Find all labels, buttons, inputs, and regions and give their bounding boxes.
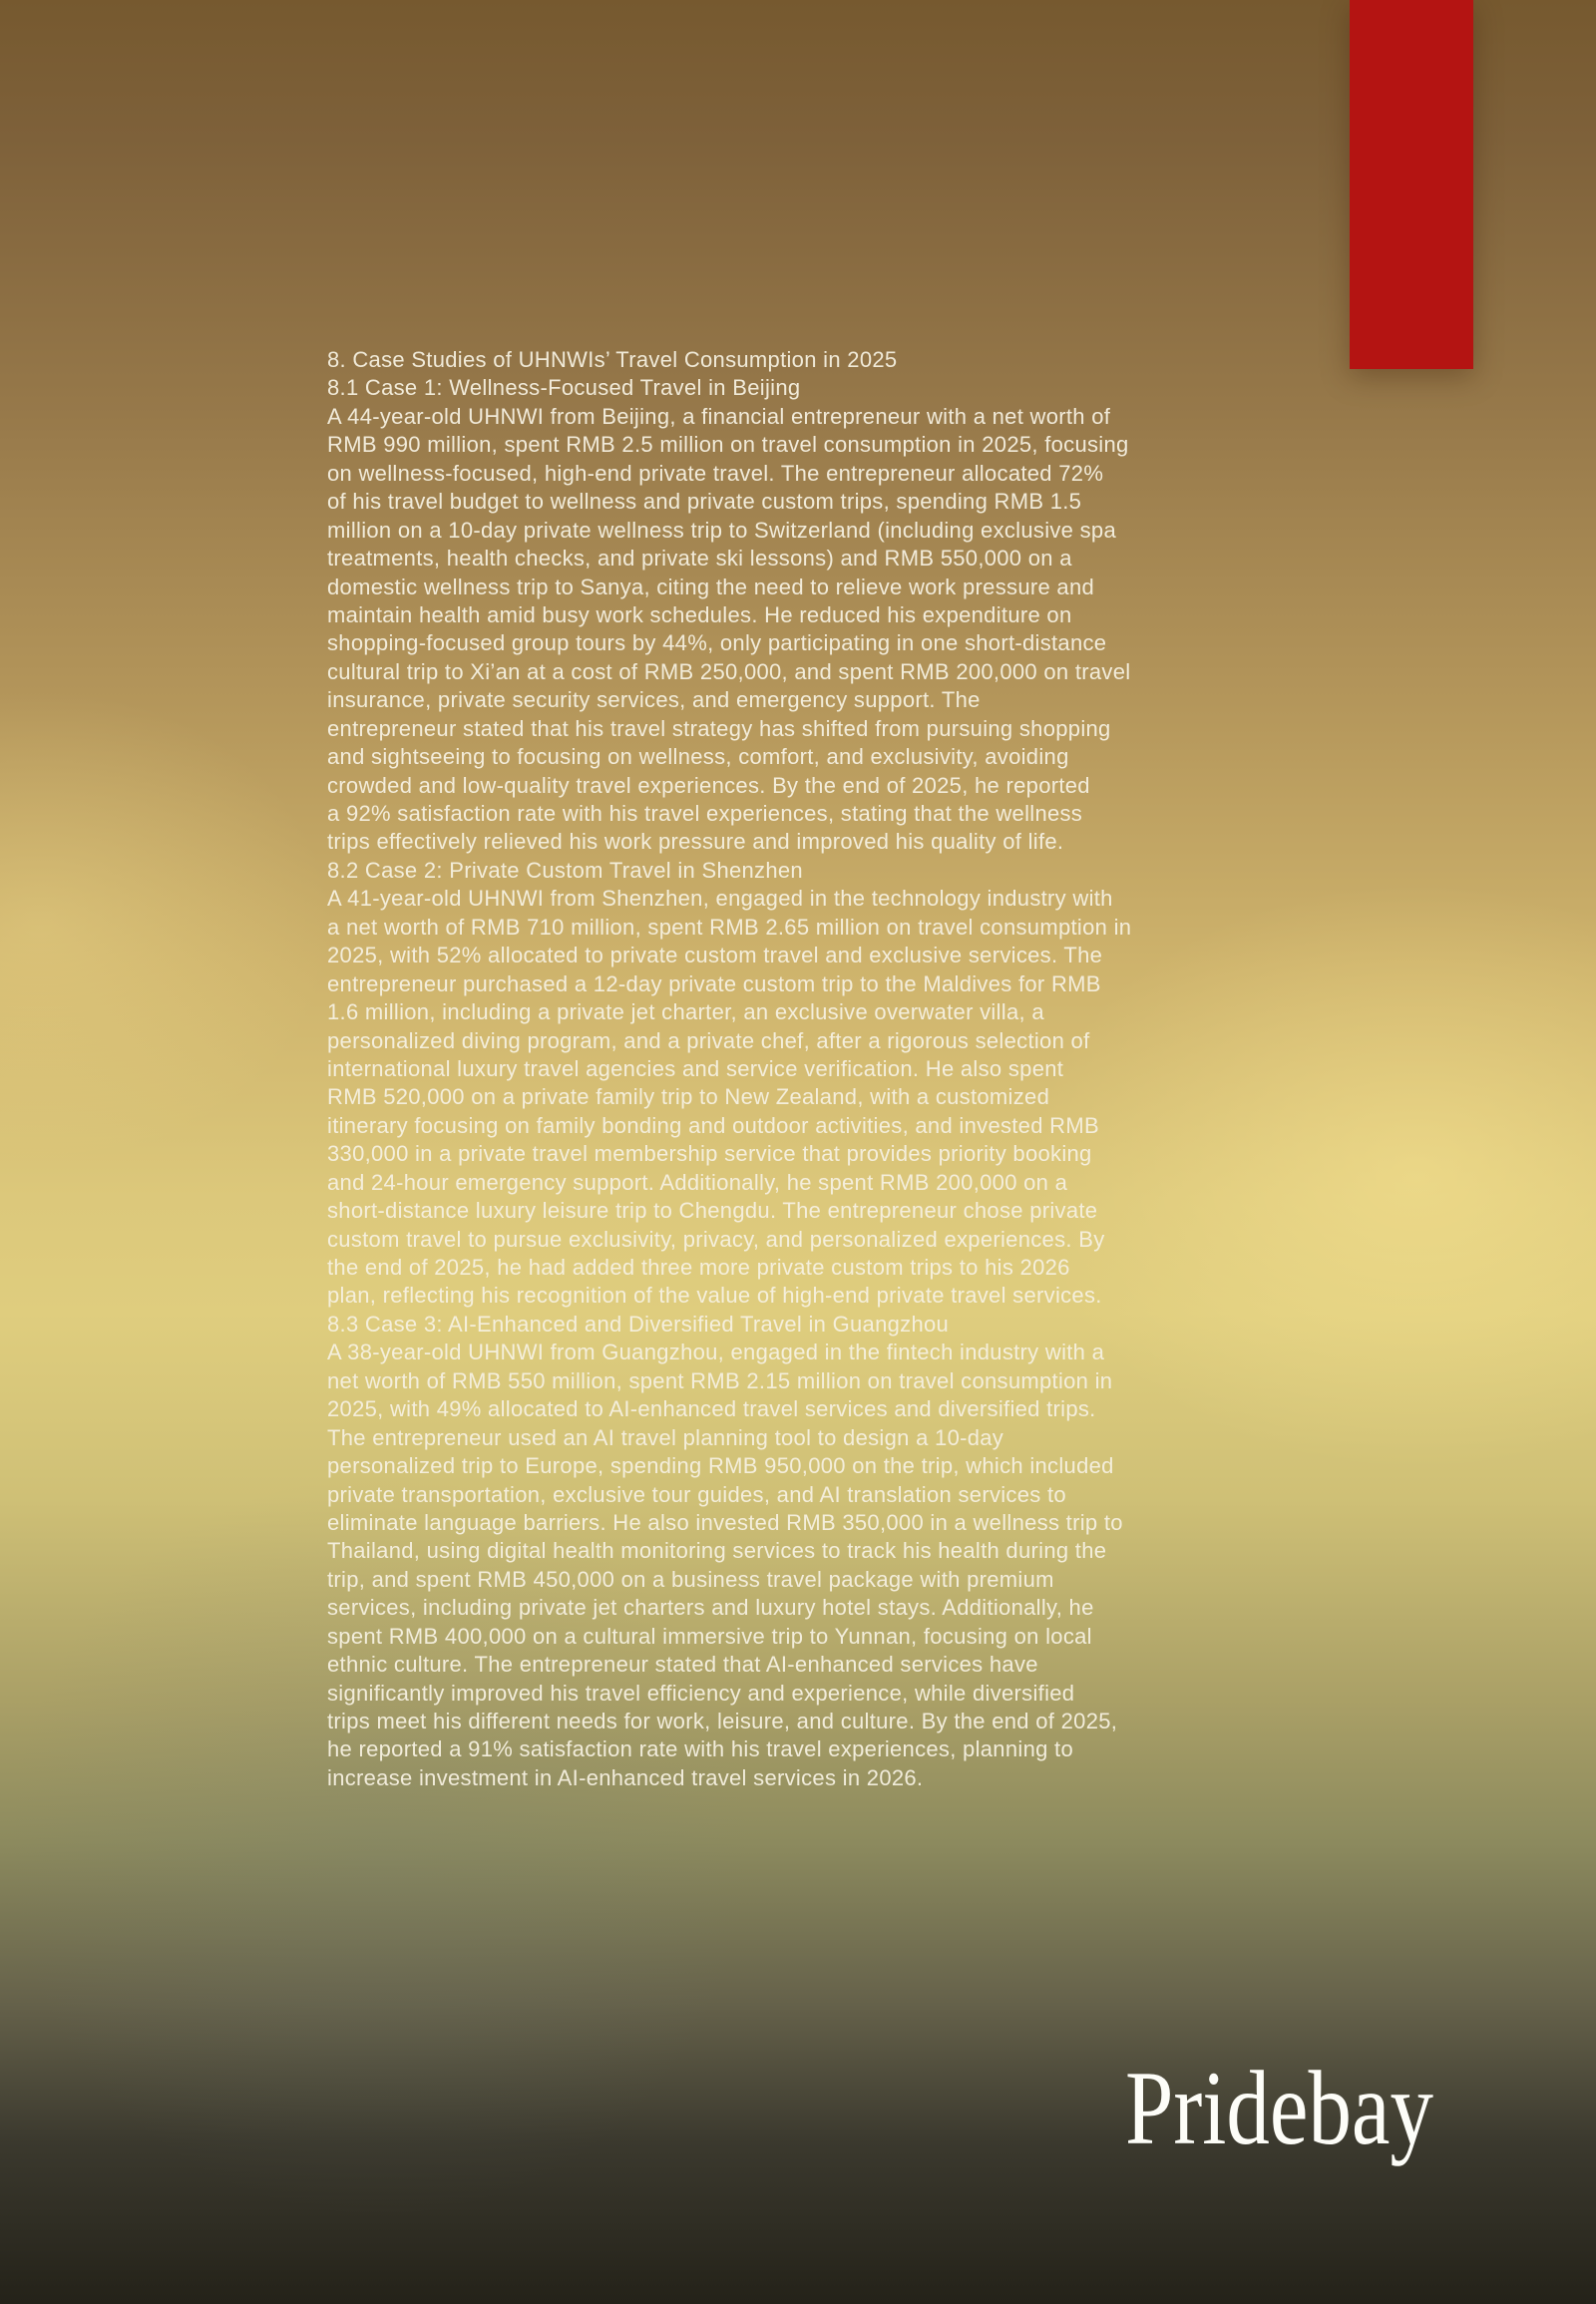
text-line: domestic wellness trip to Sanya, citing the need to relieve work pressure and [327, 574, 1095, 599]
text-line: personalized trip to Europe, spending RMB 950,000 on the trip, which included [327, 1453, 1114, 1479]
text-line: 330,000 in a private travel membership service that provides priority booking [327, 1141, 1092, 1167]
text-line: Thailand, using digital health monitoring services to track his health during the [327, 1538, 1107, 1564]
text-line: 2025, with 49% allocated to AI-enhanced travel services and diversified trips. [327, 1396, 1096, 1422]
text-line: million on a 10-day private wellness trip to Switzerland (including exclusive spa [327, 517, 1117, 543]
text-line: 1.6 million, including a private jet charter, an exclusive overwater villa, a [327, 999, 1044, 1025]
text-line: significantly improved his travel efficiency and experience, while diversified [327, 1680, 1075, 1706]
text-line: 2025, with 52% allocated to private custom travel and exclusive services. The [327, 943, 1103, 968]
text-line: shopping-focused group tours by 44%, only participating in one short-distance [327, 630, 1107, 656]
text-line: a 92% satisfaction rate with his travel experiences, stating that the wellness [327, 801, 1083, 826]
text-line: personalized diving program, and a private chef, after a rigorous selection of [327, 1027, 1090, 1053]
text-line: RMB 990 million, spent RMB 2.5 million on travel consumption in 2025, focusing [327, 432, 1129, 458]
text-line: entrepreneur purchased a 12-day private custom trip to the Maldives for RMB [327, 970, 1101, 996]
text-line: services, including private jet charters and luxury hotel stays. Additionally, he [327, 1595, 1094, 1621]
text-line: increase investment in AI-enhanced travel services in 2026. [327, 1764, 924, 1790]
text-line: ethnic culture. The entrepreneur stated that AI-enhanced services have [327, 1652, 1038, 1678]
text-line: itinerary focusing on family bonding and outdoor activities, and invested RMB [327, 1112, 1099, 1138]
red-accent-bar [1350, 0, 1473, 369]
text-line: treatments, health checks, and private ski lessons) and RMB 550,000 on a [327, 546, 1072, 572]
text-line: A 44-year-old UHNWI from Beijing, a financial entrepreneur with a net worth of [327, 403, 1111, 429]
text-line: eliminate language barriers. He also invested RMB 350,000 in a wellness trip to [327, 1509, 1123, 1535]
text-line: RMB 520,000 on a private family trip to New Zealand, with a customized [327, 1084, 1050, 1110]
pridebay-logo: Pridebay [1125, 2050, 1433, 2166]
text-line: 8.3 Case 3: AI-Enhanced and Diversified Travel in Guangzhou [327, 1311, 950, 1337]
text-line: trips meet his different needs for work, leisure, and culture. By the end of 2025, [327, 1709, 1118, 1733]
text-line: insurance, private security services, and emergency support. The [327, 687, 981, 713]
text-line: A 38-year-old UHNWI from Guangzhou, engaged in the fintech industry with a [327, 1340, 1105, 1365]
text-line: maintain health amid busy work schedules. He reduced his expenditure on [327, 601, 1072, 627]
text-line: international luxury travel agencies and service verification. He also spent [327, 1055, 1064, 1081]
text-line: trips effectively relieved his work pressure and improved his quality of life. [327, 829, 1064, 855]
text-line: and sightseeing to focusing on wellness, comfort, and exclusivity, avoiding [327, 744, 1069, 770]
text-line: A 41-year-old UHNWI from Shenzhen, engaged in the technology industry with [327, 886, 1113, 912]
text-line: the end of 2025, he had added three more private custom trips to his 2026 [327, 1255, 1070, 1280]
text-line: plan, reflecting his recognition of the value of high-end private travel services. [327, 1283, 1102, 1309]
case-studies-text [327, 346, 1245, 1792]
text-line: and 24-hour emergency support. Additionally, he spent RMB 200,000 on a [327, 1169, 1068, 1195]
text-line: entrepreneur stated that his travel strategy has shifted from pursuing shopping [327, 715, 1111, 741]
text-line: trip, and spent RMB 450,000 on a business travel package with premium [327, 1566, 1054, 1592]
text-line: cultural trip to Xi’an at a cost of RMB 250,000, and spent RMB 200,000 on travel [327, 658, 1131, 684]
text-line: net worth of RMB 550 million, spent RMB 2.15 million on travel consumption in [327, 1367, 1113, 1393]
text-line: 8.2 Case 2: Private Custom Travel in Shenzhen [327, 857, 803, 883]
text-line: he reported a 91% satisfaction rate with his travel experiences, planning to [327, 1736, 1073, 1762]
text-line: 8. Case Studies of UHNWIs’ Travel Consumption in 2025 [327, 347, 898, 372]
text-line: on wellness-focused, high-end private travel. The entrepreneur allocated 72% [327, 460, 1104, 486]
text-line: custom travel to pursue exclusivity, privacy, and personalized experiences. By [327, 1226, 1105, 1252]
text-line: crowded and low-quality travel experiences. By the end of 2025, he reported [327, 772, 1090, 798]
text-line: a net worth of RMB 710 million, spent RMB 2.65 million on travel consumption in [327, 914, 1132, 940]
text-line: spent RMB 400,000 on a cultural immersive trip to Yunnan, focusing on local [327, 1623, 1092, 1649]
text-line: 8.1 Case 1: Wellness-Focused Travel in Beijing [327, 375, 801, 401]
text-line: of his travel budget to wellness and private custom trips, spending RMB 1.5 [327, 489, 1082, 515]
text-line: The entrepreneur used an AI travel planning tool to design a 10-day [327, 1424, 1004, 1450]
text-line: short-distance luxury leisure trip to Chengdu. The entrepreneur chose private [327, 1198, 1098, 1224]
text-line: private transportation, exclusive tour guides, and AI translation services to [327, 1481, 1066, 1507]
